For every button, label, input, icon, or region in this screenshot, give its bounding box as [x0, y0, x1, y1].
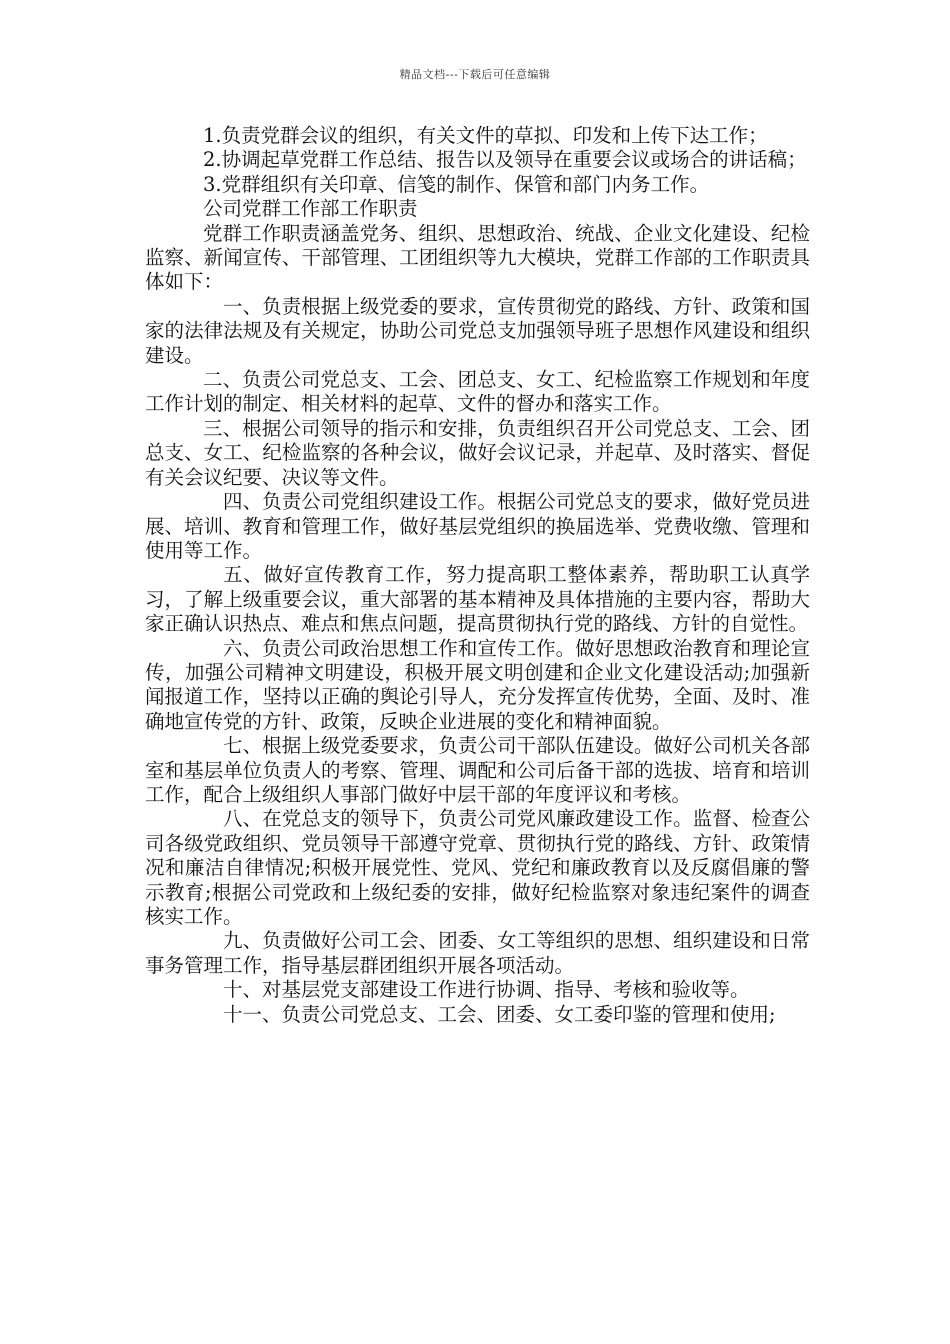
document-body: [145, 124, 810, 1027]
duty-5: 五、做好宣传教育工作，努力提高职工整体素养，帮助职工认真学习，了解上级重要会议，重大部署的基本精神及具体措施的主要内容，帮助大家正确认识热点、难点和焦点问题，提高贯彻执行党的路线、方针的自觉性。: [145, 563, 810, 636]
paragraph-1: 1.负责党群会议的组织，有关文件的草拟、印发和上传下达工作；: [203, 124, 768, 147]
duty-2: 二、负责公司党总支、工会、团总支、女工、纪检监察工作规划和年度工作计划的制定、相关材料的起草、文件的督办和落实工作。: [145, 368, 810, 416]
section-heading: 公司党群工作部工作职责: [203, 197, 418, 221]
duty-7: 七、根据上级党委要求，负责公司干部队伍建设。做好公司机关各部室和基层单位负责人的考察、管理、调配和公司后备干部的选拔、培育和培训工作，配合上级组织人事部门做好中层干部的年度评议和考核。: [145, 734, 810, 806]
paragraph-2: 2.协调起草党群工作总结、报告以及领导在重要会议或场合的讲话稿；: [203, 148, 807, 172]
duty-11: 十一、负责公司党总支、工会、团委、女工委印鉴的管理和使用;: [223, 1002, 776, 1026]
paragraph-intro: 党群工作职责涵盖党务、组织、思想政治、统战、企业文化建设、纪检监察、新闻宣传、干部管理、工团组织等九大模块，党群工作部的工作职责具体如下：: [145, 221, 810, 294]
duty-4: 四、负责公司党组织建设工作。根据公司党总支的要求，做好党员进展、培训、教育和管理工作，做好基层党组织的换届选举、党费收缴、管理和使用等工作。: [145, 490, 810, 562]
duty-6: 六、负责公司政治思想工作和宣传工作。做好思想政治教育和理论宣传，加强公司精神文明建设，积极开展文明创建和企业文化建设活动;加强新闻报道工作，坚持以正确的舆论引导人，充分发挥宣传优势，全面、及时、准确地宣传党的方针、政策，反映企业进展的变化和精神面貌。: [145, 636, 810, 733]
duty-1: 一、负责根据上级党委的要求，宣传贯彻党的路线、方针、政策和国家的法律法规及有关规定，协助公司党总支加强领导班子思想作风建设和组织建设。: [145, 294, 810, 367]
paragraph-3: 3.党群组织有关印章、信笺的制作、保管和部门内务工作。: [203, 172, 710, 196]
duty-10: 十、对基层党支部建设工作进行协调、指导、考核和验收等。: [223, 978, 750, 1002]
page-header: 精品文档---下载后可任意编辑: [399, 68, 551, 81]
duty-8: 八、在党总支的领导下，负责公司党风廉政建设工作。监督、检查公司各级党政组织、党员领导干部遵守党章、贯彻执行党的路线、方针、政策情况和廉洁自律情况;积极开展党性、党风、党纪和廉政教育以及反腐倡廉的警示教育;根据公司党政和上级纪委的安排，做好纪检监察对象违纪案件的调查核实工作。: [145, 807, 810, 928]
duty-9: 九、负责做好公司工会、团委、女工等组织的思想、组织建设和日常事务管理工作，指导基层群团组织开展各项活动。: [145, 929, 810, 977]
duty-3: 三、根据公司领导的指示和安排，负责组织召开公司党总支、工会、团总支、女工、纪检监察的各种会议，做好会议记录，并起草、及时落实、督促有关会议纪要、决议等文件。: [145, 416, 810, 489]
